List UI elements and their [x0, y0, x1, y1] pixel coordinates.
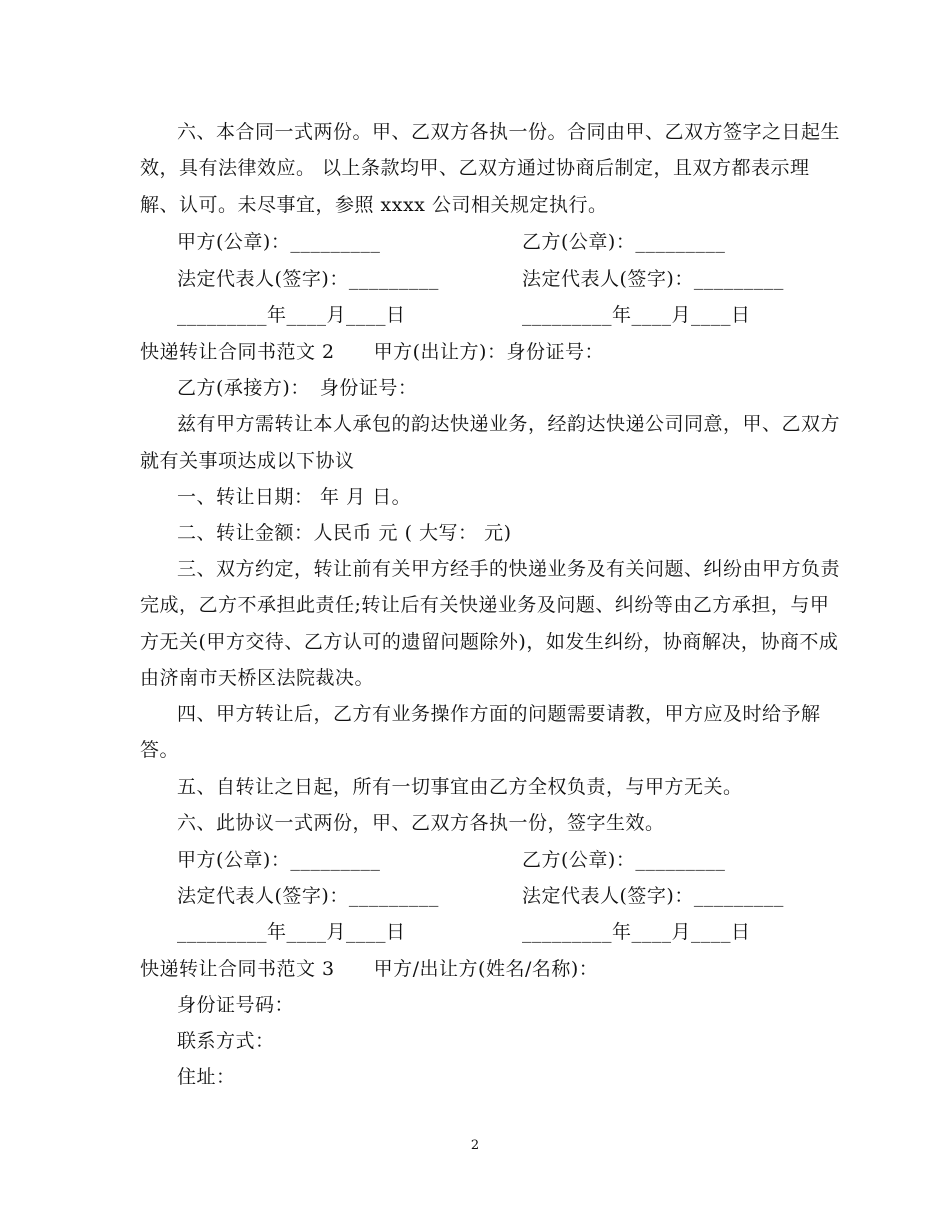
sample-2-party-b: 乙方(承接方)： 身份证号： [177, 377, 418, 399]
sample-2-item-6: 六、此协议一式两份，甲、乙双方各执一份，签字生效。 [177, 812, 665, 834]
party-b-rep-1: 法定代表人(签字)：_________ [522, 268, 784, 290]
sample-3-id-number: 身份证号码： [177, 994, 295, 1016]
party-b-seal-2: 乙方(公章)：_________ [522, 849, 726, 871]
sample-2-intro-line-1: 兹有甲方需转让本人承包的韵达快递业务，经韵达快递公司同意，甲、乙双方 [177, 413, 841, 435]
sample-2-heading: 快递转让合同书范文 2 甲方(出让方)：身份证号： [140, 341, 604, 363]
sample-2-item-3-line-4: 由济南市天桥区法院裁决。 [140, 667, 375, 689]
page-number: 2 [470, 1138, 480, 1153]
clause-6-line-2: 效，具有法律效应。 以上条款均甲、乙双方通过协商后制定，且双方都表示理 [140, 157, 810, 179]
party-b-date-2: _________年____月____日 [522, 921, 751, 943]
party-b-rep-2: 法定代表人(签字)：_________ [522, 885, 784, 907]
party-b-date-1: _________年____月____日 [522, 304, 751, 326]
sample-2-item-3-line-3: 方无关(甲方交待、乙方认可的遗留问题除外)，如发生纠纷，协商解决，协商不成 [140, 631, 839, 653]
sample-2-item-5: 五、自转让之日起，所有一切事宜由乙方全权负责，与甲方无关。 [177, 776, 743, 798]
clause-6-line-1: 六、本合同一式两份。甲、乙双方各执一份。合同由甲、乙双方签字之日起生 [177, 121, 841, 143]
clause-6-line-3: 解、认可。未尽事宜，参照 xxxx 公司相关规定执行。 [140, 194, 608, 216]
party-a-date-1: _________年____月____日 [177, 304, 406, 326]
sample-2-item-2: 二、转让金额：人民币 元 ( 大写： 元) [177, 522, 512, 544]
party-a-date-2: _________年____月____日 [177, 921, 406, 943]
party-a-seal-1: 甲方(公章)：_________ [177, 231, 381, 253]
party-a-rep-1: 法定代表人(签字)：_________ [177, 268, 439, 290]
sample-2-item-4-line-2: 答。 [140, 739, 180, 761]
sample-3-heading: 快递转让合同书范文 3 甲方/出让方(姓名/名称)： [140, 958, 599, 980]
sample-2-item-4-line-1: 四、甲方转让后，乙方有业务操作方面的问题需要请教，甲方应及时给予解 [177, 703, 821, 725]
sample-3-contact: 联系方式： [177, 1030, 275, 1052]
party-b-seal-1: 乙方(公章)：_________ [522, 231, 726, 253]
sample-2-intro-line-2: 就有关事项达成以下协议 [140, 450, 355, 472]
party-a-rep-2: 法定代表人(签字)：_________ [177, 885, 439, 907]
sample-2-item-3-line-2: 完成，乙方不承担此责任;转让后有关快递业务及问题、纠纷等由乙方承担，与甲 [140, 594, 830, 616]
party-a-seal-2: 甲方(公章)：_________ [177, 849, 381, 871]
sample-2-item-1: 一、转让日期： 年 月 日。 [177, 486, 412, 508]
sample-3-address: 住址： [177, 1066, 236, 1088]
sample-2-item-3-line-1: 三、双方约定，转让前有关甲方经手的快递业务及有关问题、纠纷由甲方负责 [177, 558, 841, 580]
